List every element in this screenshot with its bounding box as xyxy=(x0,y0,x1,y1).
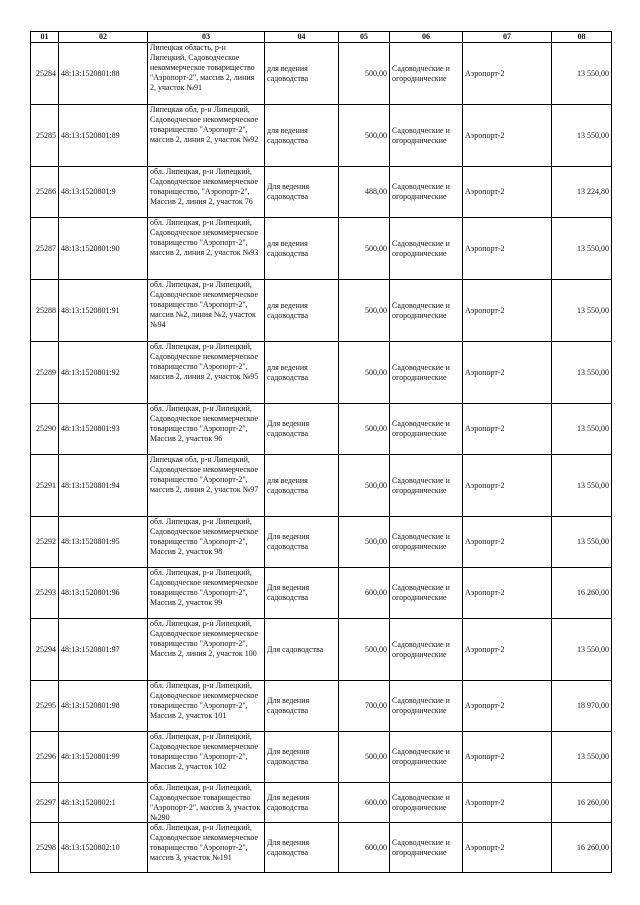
cadastral-value-cell: 13 550,00 xyxy=(552,404,612,455)
table-row xyxy=(31,105,612,167)
cadastral-number-cell: 48:13:1520802:1 xyxy=(59,783,148,823)
address-cell xyxy=(148,280,265,342)
address-text: обл. Липецкая, р-н Липецкий, Садоводческое некоммерческое товарищество "Аэропорт-2", Массив 2, участок 99 xyxy=(150,568,259,607)
cadastral-number-cell: 48:13:1520801:95 xyxy=(59,517,148,568)
table-row xyxy=(31,619,612,681)
row-number-cell: 25287 xyxy=(31,218,59,280)
cadastral-value-cell: 13 550,00 xyxy=(552,105,612,167)
row-number-cell: 25288 xyxy=(31,280,59,342)
table-row xyxy=(31,280,612,342)
location-cell: Аэропорт-2 xyxy=(463,167,552,218)
area-cell: 600,00 xyxy=(339,823,390,873)
cadastral-value-cell: 16 260,00 xyxy=(552,783,612,823)
land-category-cell: Садоводческие и огороднические xyxy=(390,568,463,619)
location-cell: Аэропорт-2 xyxy=(463,783,552,823)
row-number-cell: 25289 xyxy=(31,342,59,404)
area-cell: 500,00 xyxy=(339,619,390,681)
cadastral-value-cell: 13 224,80 xyxy=(552,167,612,218)
permitted-use-cell: Для ведения садоводства xyxy=(265,568,339,619)
cadastral-value-cell: 13 550,00 xyxy=(552,43,612,105)
cadastral-number-cell: 48:13:1520801:88 xyxy=(59,43,148,105)
cadastral-value-cell: 13 550,00 xyxy=(552,517,612,568)
row-number-cell: 25297 xyxy=(31,783,59,823)
location-cell: Аэропорт-2 xyxy=(463,43,552,105)
location-cell: Аэропорт-2 xyxy=(463,218,552,280)
cadastral-value-cell: 16 260,00 xyxy=(552,568,612,619)
area-cell: 500,00 xyxy=(339,404,390,455)
cadastral-number-cell: 48:13:1520801:9 xyxy=(59,167,148,218)
land-category-cell: Садоводческие и огороднические xyxy=(390,517,463,568)
land-plots-table xyxy=(30,31,612,873)
table-row xyxy=(31,404,612,455)
header-cell: 07 xyxy=(463,32,552,43)
cadastral-value-cell: 18 970,00 xyxy=(552,681,612,732)
table-row xyxy=(31,568,612,619)
cadastral-number-cell: 48:13:1520801:92 xyxy=(59,342,148,404)
cadastral-number-cell: 48:13:1520801:90 xyxy=(59,218,148,280)
cadastral-value-cell: 13 550,00 xyxy=(552,455,612,517)
address-cell xyxy=(148,783,265,823)
address-text: обл. Липецкая, р-н Липецкий, Садоводческое некоммерческое товарищество "Аэропорт-2", Массив 2, участок 98 xyxy=(150,517,259,556)
address-cell xyxy=(148,404,265,455)
permitted-use-cell: для ведения садоводства xyxy=(265,280,339,342)
table-row xyxy=(31,823,612,873)
area-cell: 500,00 xyxy=(339,732,390,783)
address-cell xyxy=(148,681,265,732)
location-cell: Аэропорт-2 xyxy=(463,517,552,568)
table-row xyxy=(31,681,612,732)
table-row xyxy=(31,455,612,517)
row-number-cell: 25298 xyxy=(31,823,59,873)
permitted-use-cell: для ведения садоводства xyxy=(265,218,339,280)
address-text: Липецкая обл, р-н Липецкий, Садоводческое некоммерческое товарищество "Аэропорт-2", массив 2, линия 2, участок №97 xyxy=(150,455,259,494)
table-row xyxy=(31,342,612,404)
cadastral-number-cell: 48:13:1520801:96 xyxy=(59,568,148,619)
row-number-cell: 25292 xyxy=(31,517,59,568)
location-cell: Аэропорт-2 xyxy=(463,280,552,342)
area-cell: 700,00 xyxy=(339,681,390,732)
cadastral-number-cell: 48:13:1520801:91 xyxy=(59,280,148,342)
area-cell: 500,00 xyxy=(339,218,390,280)
cadastral-value-cell: 13 550,00 xyxy=(552,732,612,783)
cadastral-value-cell: 13 550,00 xyxy=(552,342,612,404)
cadastral-value-cell: 13 550,00 xyxy=(552,280,612,342)
address-text: обл. Липецкая, р-н Липецкий, Садоводческое некоммерческое товарищество "Аэропорт-2", Массив 2, участок 102 xyxy=(150,732,259,771)
location-cell: Аэропорт-2 xyxy=(463,619,552,681)
land-category-cell: Садоводческие и огороднические xyxy=(390,732,463,783)
row-number-cell: 25285 xyxy=(31,105,59,167)
location-cell: Аэропорт-2 xyxy=(463,732,552,783)
cadastral-number-cell: 48:13:1520801:97 xyxy=(59,619,148,681)
table-row xyxy=(31,43,612,105)
header-cell: 05 xyxy=(339,32,390,43)
location-cell: Аэропорт-2 xyxy=(463,105,552,167)
land-category-cell: Садоводческие и огороднические xyxy=(390,167,463,218)
address-cell xyxy=(148,732,265,783)
cadastral-number-cell: 48:13:1520801:89 xyxy=(59,105,148,167)
address-text: обл. Липецкая, р-н Липецкий, Садоводческое некоммерческое товарищество "Аэропорт-2", массив №2, линия №2, участок №94 xyxy=(150,280,259,329)
permitted-use-cell: Для ведения садоводства xyxy=(265,732,339,783)
area-cell: 488,00 xyxy=(339,167,390,218)
row-number-cell: 25286 xyxy=(31,167,59,218)
address-cell xyxy=(148,105,265,167)
row-number-cell: 25284 xyxy=(31,43,59,105)
land-category-cell: Садоводческие и огороднические xyxy=(390,783,463,823)
area-cell: 500,00 xyxy=(339,342,390,404)
address-text: обл. Липецкая, р-н Липецкий, Садоводческое некоммерческое товарищество "Аэропорт-2", Массив 2, участок 101 xyxy=(150,681,259,720)
address-text: обл. Липецкая, р-н Липецкий, Садоводческое некоммерческое товарищество "Аэропорт-2", массив 2, линия 2, участок №93 xyxy=(150,218,259,257)
location-cell: Аэропорт-2 xyxy=(463,823,552,873)
permitted-use-cell: для ведения садоводства xyxy=(265,342,339,404)
land-category-cell: Садоводческие и огороднические xyxy=(390,43,463,105)
permitted-use-cell: для ведения садоводства xyxy=(265,455,339,517)
table-row xyxy=(31,517,612,568)
land-category-cell: Садоводческие и огороднические xyxy=(390,280,463,342)
address-text: Липецкая обл, р-н Липецкий, Садоводческое некоммерческое товарищество "Аэропорт-2", массив 2, линия 2, участок №92 xyxy=(150,105,259,144)
land-category-cell: Садоводческие и огороднические xyxy=(390,218,463,280)
table-header-row xyxy=(31,32,612,43)
permitted-use-cell: Для садоводства xyxy=(265,619,339,681)
table-row xyxy=(31,218,612,280)
header-cell: 06 xyxy=(390,32,463,43)
area-cell: 600,00 xyxy=(339,568,390,619)
permitted-use-cell: Для ведения садоводства xyxy=(265,783,339,823)
row-number-cell: 25290 xyxy=(31,404,59,455)
address-cell xyxy=(148,342,265,404)
address-text: обл. Липецкая, р-н Липецкий, Садоводческое некоммерческое товарищество, "Аэропорт-2", Массив 2, линия 2, участок 76 xyxy=(150,167,259,206)
area-cell: 600,00 xyxy=(339,783,390,823)
table-row xyxy=(31,732,612,783)
cadastral-value-cell: 13 550,00 xyxy=(552,218,612,280)
area-cell: 500,00 xyxy=(339,43,390,105)
address-text: обл. Липецкая, р-н Липецкий, Садоводческое некоммерческое товарищество "Аэропорт-2", массив 2, линия 2, участок №95 xyxy=(150,342,259,381)
area-cell: 500,00 xyxy=(339,280,390,342)
address-cell xyxy=(148,823,265,873)
location-cell: Аэропорт-2 xyxy=(463,568,552,619)
permitted-use-cell: Для ведения садоводства xyxy=(265,681,339,732)
land-category-cell: Садоводческие и огороднические xyxy=(390,455,463,517)
address-cell xyxy=(148,568,265,619)
permitted-use-cell: Для ведения садоводства xyxy=(265,823,339,873)
address-cell xyxy=(148,619,265,681)
area-cell: 500,00 xyxy=(339,455,390,517)
row-number-cell: 25291 xyxy=(31,455,59,517)
address-cell xyxy=(148,455,265,517)
area-cell: 500,00 xyxy=(339,105,390,167)
address-text: обл. Липецкая, р-н Липецкий, Садоводческое товарищество "Аэропорт-2", массив 3, участок №290 xyxy=(150,783,261,822)
location-cell: Аэропорт-2 xyxy=(463,681,552,732)
header-cell: 03 xyxy=(148,32,265,43)
cadastral-number-cell: 48:13:1520801:94 xyxy=(59,455,148,517)
header-cell: 08 xyxy=(552,32,612,43)
cadastral-number-cell: 48:13:1520802:10 xyxy=(59,823,148,873)
header-cell: 01 xyxy=(31,32,59,43)
row-number-cell: 25296 xyxy=(31,732,59,783)
land-category-cell: Садоводческие и огороднические xyxy=(390,342,463,404)
address-cell xyxy=(148,218,265,280)
land-category-cell: Садоводческие и огороднические xyxy=(390,105,463,167)
address-text: обл. Липецкая, р-н Липецкий, Садоводческое некоммерческое товарищество "Аэропорт-2", массив 3, участок №191 xyxy=(150,823,259,862)
permitted-use-cell: для ведения садоводства xyxy=(265,105,339,167)
area-cell: 500,00 xyxy=(339,517,390,568)
address-cell xyxy=(148,167,265,218)
address-text: обл. Липецкая, р-н Липецкий, Садоводческое некоммерческое товарищество "Аэропорт-2", Массив 2, линия 2, участок 100 xyxy=(150,619,259,658)
permitted-use-cell: Для ведения садоводства xyxy=(265,167,339,218)
cadastral-number-cell: 48:13:1520801:93 xyxy=(59,404,148,455)
land-category-cell: Садоводческие и огороднические xyxy=(390,619,463,681)
cadastral-value-cell: 16 260,00 xyxy=(552,823,612,873)
permitted-use-cell: Для ведения садоводства xyxy=(265,404,339,455)
header-cell: 02 xyxy=(59,32,148,43)
cadastral-number-cell: 48:13:1520801:99 xyxy=(59,732,148,783)
address-cell xyxy=(148,517,265,568)
land-category-cell: Садоводческие и огороднические xyxy=(390,404,463,455)
table-row xyxy=(31,167,612,218)
row-number-cell: 25293 xyxy=(31,568,59,619)
address-cell xyxy=(148,43,265,105)
land-category-cell: Садоводческие и огороднические xyxy=(390,681,463,732)
row-number-cell: 25294 xyxy=(31,619,59,681)
address-text: обл. Липецкая, р-н Липецкий, Садоводческое некоммерческое товарищество "Аэропорт-2", Массив 2, участок 96 xyxy=(150,404,259,443)
header-cell: 04 xyxy=(265,32,339,43)
location-cell: Аэропорт-2 xyxy=(463,404,552,455)
document-page xyxy=(30,31,612,873)
permitted-use-cell: для ведения садоводства xyxy=(265,43,339,105)
permitted-use-cell: Для ведения садоводства xyxy=(265,517,339,568)
table-row xyxy=(31,783,612,823)
cadastral-value-cell: 13 550,00 xyxy=(552,619,612,681)
location-cell: Аэропорт-2 xyxy=(463,455,552,517)
land-category-cell: Садоводческие и огороднические xyxy=(390,823,463,873)
cadastral-number-cell: 48:13:1520801:98 xyxy=(59,681,148,732)
address-text: Липецкая область, р-н Липецкий, Садоводческое некоммерческое товарищество "Аэропорт-2", массив 2, линия 2, участок №91 xyxy=(150,43,255,92)
location-cell: Аэропорт-2 xyxy=(463,342,552,404)
row-number-cell: 25295 xyxy=(31,681,59,732)
